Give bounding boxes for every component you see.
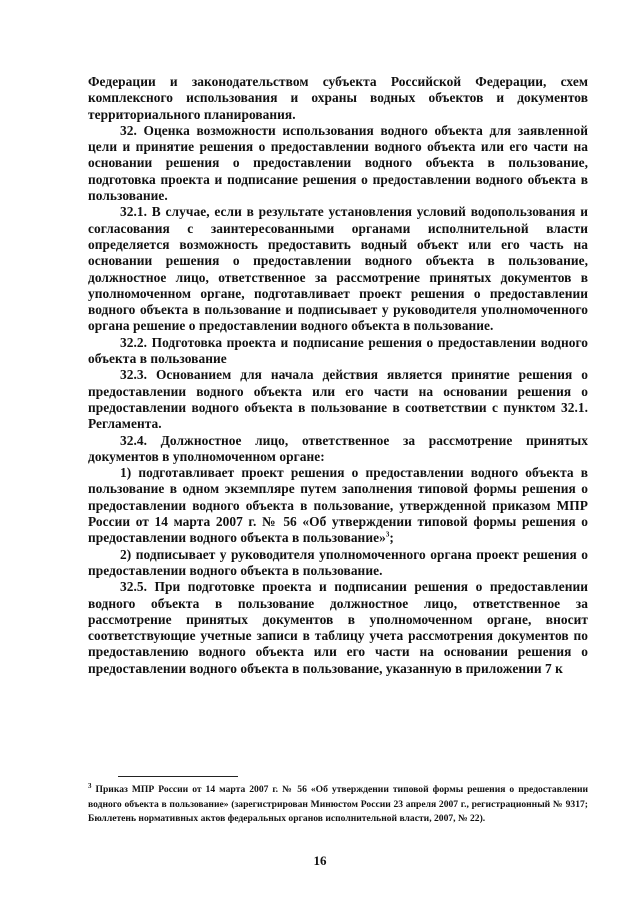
paragraph-32-1: 32.1. В случае, если в результате установления условий водопользования и согласования с заинтересованными органами исполнительной власти определяется возможность предоставить водный объект или его часть на основании решения о предоставлении водного объекта в пользование, должностное лицо, ответственное за рассмотрение принятых документов в уполномоченном органе, подготавливает проект решения о предоставлении водного объекта в пользование и подписывает у руководителя уполномоченного органа решение о предоставлении водного объекта в пользование. (88, 204, 588, 334)
footnote-number: 3 (88, 781, 92, 790)
footnote-text: Приказ МПР России от 14 марта 2007 г. № 56 «Об утверждении типовой формы решения о предоставлении водного объекта в пользование» (зарегистрирован Минюстом России 23 апреля 2007 г., регистрационный № 9317; Бюллетень нормативных актов федеральных органов исполнительной власти, 2007, № 22). (88, 784, 589, 825)
paragraph-32-2: 32.2. Подготовка проекта и подписание решения о предоставлении водного объекта в пользование (88, 334, 588, 367)
list-item-1 (88, 465, 588, 546)
body-text (88, 74, 588, 677)
footnote-reference[interactable]: 3 (385, 530, 390, 539)
list-item-2: 2) подписывает у руководителя уполномоченного органа проект решения о предоставлении водного объекта в пользование. (88, 546, 588, 578)
page-number: 16 (313, 853, 327, 868)
paragraph-32-5: 32.5. При подготовке проекта и подписании решения о предоставлении водного объекта в пользование должностное лицо, ответственное за рассмотрение принятых документов в уполномоченном органе, вносит соответствующие учетные записи в таблицу учета рассмотрения документов по предоставлению водного объекта или его части на основании решения о предоставлении водного объекта в пользование, указанную в приложении 7 к (88, 579, 588, 676)
paragraph-continuation: Федерации и законодательством субъекта Российской Федерации, схем комплексного использования и охраны водных объектов и документов территориального планирования. (88, 74, 588, 122)
paragraph-32: 32. Оценка возможности использования водного объекта для заявленной цели и принятие решения о предоставлении водного объекта или его части на основании решения о предоставлении водного объекта в пользование, подготовка проекта и подписание решения о предоставлении водного объекта в пользование. (88, 122, 588, 204)
list-item-1-text: 1) подготавливает проект решения о предоставлении водного объекта в пользование в одном экземпляре путем заполнения типовой формы решения о предоставлении водного объекта в пользование, утвержденной приказом МПР России от 14 марта 2007 г. № 56 «Об утверждении типовой формы решения о предоставлении водного объекта в пользование» (88, 465, 588, 546)
paragraph-32-3: 32.3. Основанием для начала действия является принятие решения о предоставлении водного объекта или его части на основании решения о предоставлении водного объекта в пользование в соответствии с пунктом 32.1. Регламента. (88, 367, 588, 432)
footnote-divider (118, 776, 238, 777)
paragraph-32-4: 32.4. Должностное лицо, ответственное за рассмотрение принятых документов в уполномоченном органе: (88, 432, 588, 464)
footnote-reference-tail: ; (389, 530, 394, 546)
footnote (88, 783, 588, 827)
